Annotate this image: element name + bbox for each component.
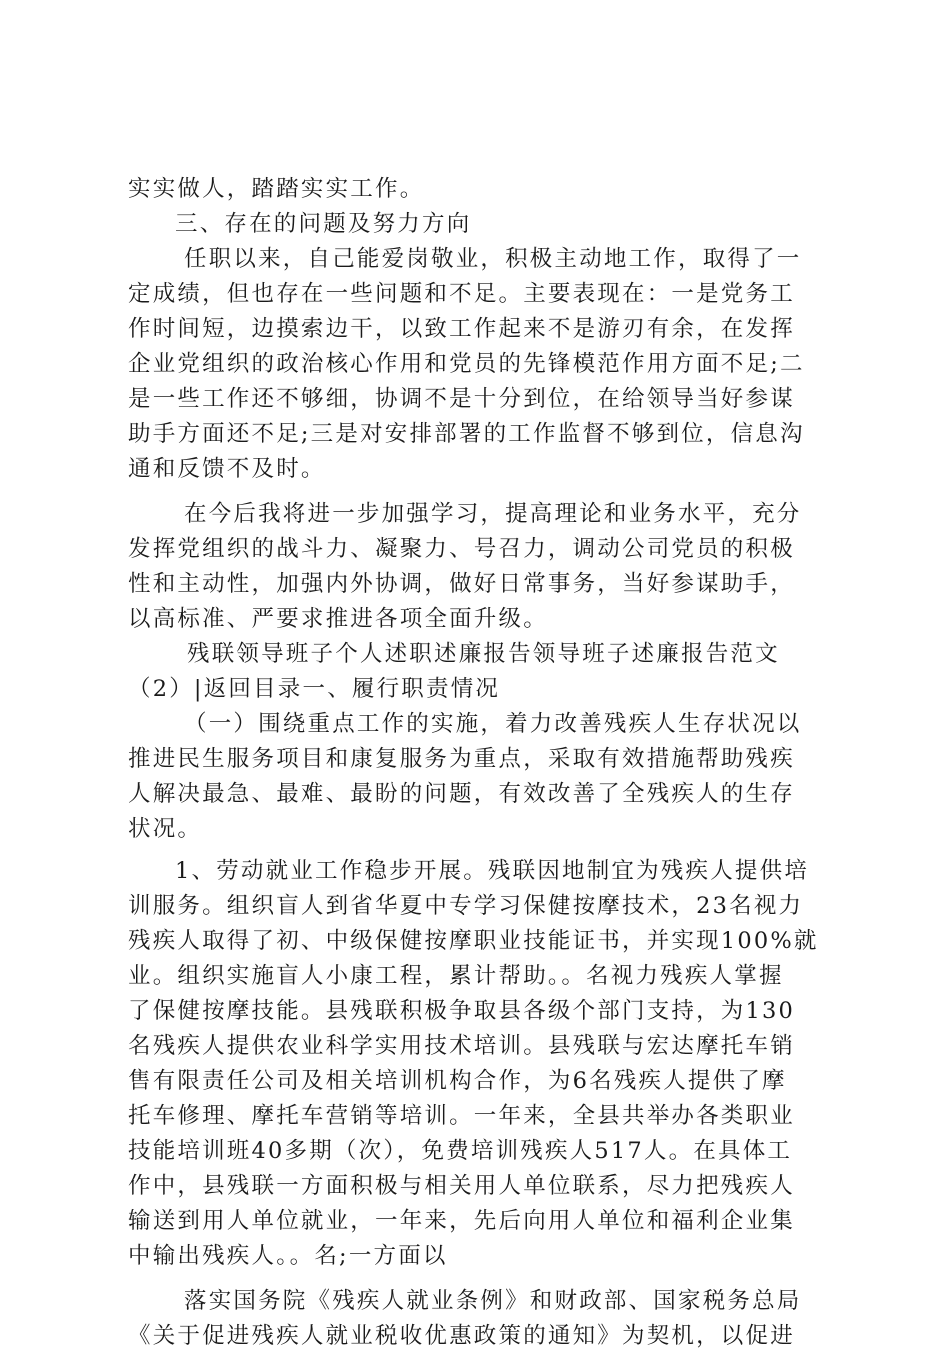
text-line: 作中，县残联一方面积极与相关用人单位联系，尽力把残疾人: [128, 1173, 795, 1199]
text-line: 通和反馈不及时。: [128, 456, 326, 482]
text-line: 技能培训班40多期（次），免费培训残疾人517人。在具体工: [128, 1138, 793, 1164]
text-line: 以高标准、严要求推进各项全面升级。: [128, 606, 548, 632]
text-line: 落实国务院《残疾人就业条例》和财政部、国家税务总局: [184, 1288, 802, 1314]
text-line: 推进民生服务项目和康复服务为重点，采取有效措施帮助残疾: [128, 746, 795, 772]
text-line: 售有限责任公司及相关培训机构合作，为6名残疾人提供了摩: [128, 1068, 787, 1094]
text-line: 在今后我将进一步加强学习，提高理论和业务水平，充分: [184, 501, 802, 527]
text-line: 了保健按摩技能。县残联积极争取县各级个部门支持，为130: [128, 998, 796, 1024]
text-line: 任职以来，自己能爱岗敬业，积极主动地工作，取得了一: [184, 246, 802, 272]
text-line: 托车修理、摩托车营销等培训。一年来，全县共举办各类职业: [128, 1103, 795, 1129]
text-line: 中输出残疾人。。名;一方面以: [128, 1243, 448, 1269]
text-line: 状况。: [128, 816, 203, 842]
text-line: 业。组织实施盲人小康工程，累计帮助。。名视力残疾人掌握: [128, 963, 784, 989]
section-heading: 三、存在的问题及努力方向: [175, 211, 472, 237]
text-line: 企业党组织的政治核心作用和党员的先锋模范作用方面不足;二: [128, 351, 805, 377]
text-line: 训服务。组织盲人到省华夏中专学习保健按摩技术，23名视力: [128, 893, 804, 919]
text-line: 是一些工作还不够细，协调不是十分到位，在给领导当好参谋: [128, 386, 795, 412]
text-line: 实实做人，踏踏实实工作。: [128, 176, 425, 202]
text-line: 输送到用人单位就业，一年来，先后向用人单位和福利企业集: [128, 1208, 795, 1234]
text-line: 作时间短，边摸索边干，以致工作起来不是游刃有余，在发挥: [128, 316, 795, 342]
text-line: 助手方面还不足;三是对安排部署的工作监督不够到位，信息沟: [128, 421, 805, 447]
article-title-continued: （2）|返回目录一、履行职责情况: [128, 676, 501, 702]
text-line: 1、劳动就业工作稳步开展。残联因地制宜为残疾人提供培: [175, 858, 810, 884]
text-line: 名残疾人提供农业科学实用技术培训。县残联与宏达摩托车销: [128, 1033, 795, 1059]
text-line: 定成绩，但也存在一些问题和不足。主要表现在：一是党务工: [128, 281, 795, 307]
text-line: 残疾人取得了初、中级保健按摩职业技能证书，并实现100%就: [128, 928, 819, 954]
article-title: 残联领导班子个人述职述廉报告领导班子述廉报告范文: [187, 641, 780, 667]
text-line: 发挥党组织的战斗力、凝聚力、号召力，调动公司党员的积极: [128, 536, 795, 562]
text-line: 性和主动性，加强内外协调，做好日常事务，当好参谋助手，: [128, 571, 795, 597]
text-line: 《关于促进残疾人就业税收优惠政策的通知》为契机，以促进: [128, 1323, 795, 1349]
text-line: 人解决最急、最难、最盼的问题，有效改善了全残疾人的生存: [128, 781, 795, 807]
text-line: （一）围绕重点工作的实施，着力改善残疾人生存状况以: [184, 711, 802, 737]
